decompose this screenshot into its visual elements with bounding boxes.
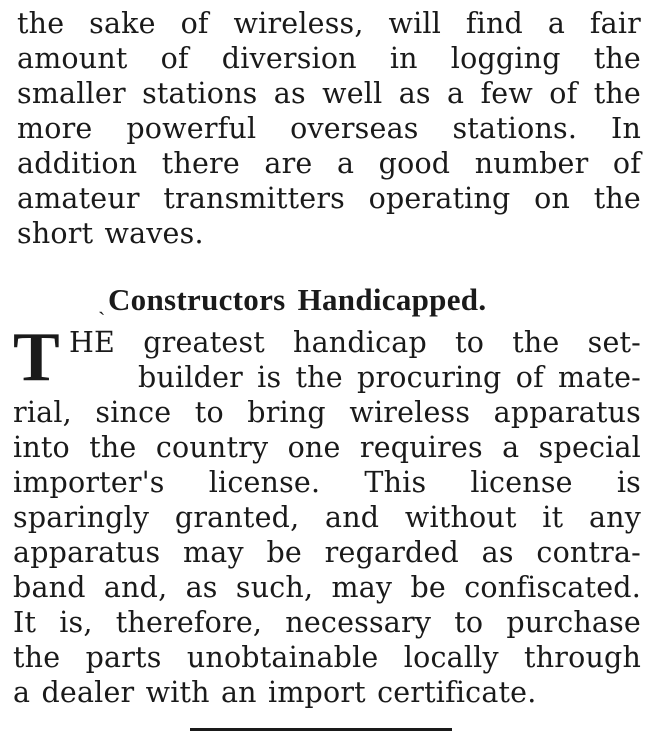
heading-print-mark: ˎ: [98, 290, 106, 315]
text-line: It is, therefore, necessary to purchase: [13, 606, 641, 639]
text-line: into the country one requires a special: [13, 431, 641, 464]
text-line: sparingly granted, and without it any: [13, 501, 641, 534]
text-line: importer's license. This license is: [13, 466, 641, 499]
text-line: rial, since to bring wireless apparatus: [13, 396, 641, 429]
text-line: apparatus may be regarded as contra-: [13, 536, 641, 569]
section-heading-text: Constructors Handicapped.: [108, 282, 487, 317]
text-line: the parts unobtainable locally through: [13, 641, 641, 674]
text-line: amount of diversion in logging the: [17, 42, 641, 75]
drop-cap: T: [13, 319, 60, 396]
text-line: the sake of wireless, will find a fair: [17, 7, 641, 40]
section-heading: [98, 282, 486, 321]
text-line: more powerful overseas stations. In: [17, 112, 641, 145]
text-line: band and, as such, may be confiscated.: [13, 571, 641, 604]
text-line: HE greatest handicap to the set-: [69, 326, 641, 359]
text-line: smaller stations as well as a few of the: [17, 77, 641, 110]
paragraph-body: [13, 319, 641, 710]
text-line: builder is the procuring of mate-: [138, 361, 641, 394]
text-line: amateur transmitters operating on the: [17, 182, 641, 215]
text-line: short waves.: [17, 217, 204, 250]
paragraph-intro: [17, 6, 641, 251]
text-line: addition there are a good number of: [17, 147, 641, 180]
section-divider-rule: [190, 728, 452, 731]
text-line: a dealer with an import certificate.: [13, 676, 537, 709]
